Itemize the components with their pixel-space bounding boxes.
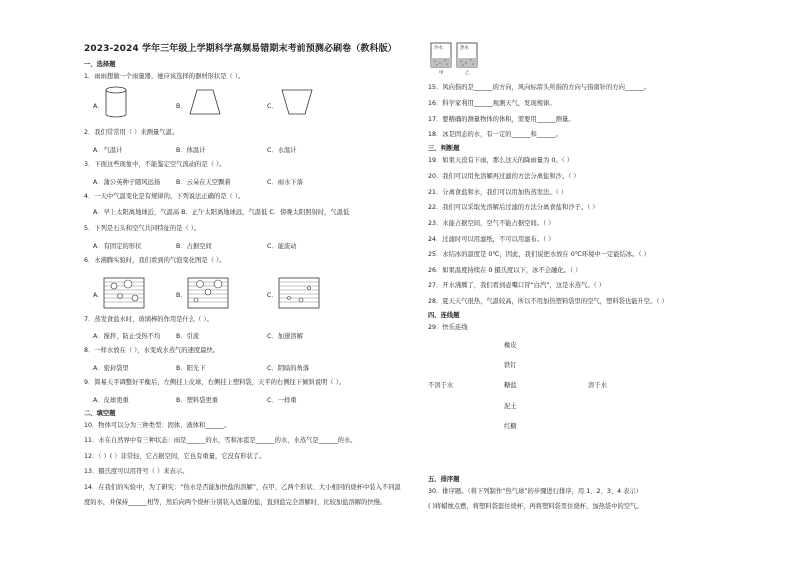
question-21: 21．分离食盐和水，我们可以用加热蒸发法。（ ） (428, 189, 568, 196)
q6-option-b: B． (176, 292, 187, 299)
q2-option-a: A．气温计 (93, 147, 123, 154)
beaker-bubbles-a-icon (102, 272, 146, 312)
question-14-line-1: 14．在我们的实验中，为了研究：“热水是否能加快盐的溶解”，在甲、乙两个形状、大小相同的烧杯中装入不同温 (84, 484, 401, 491)
section-choice: 一、选择题 (84, 61, 116, 68)
question-10: 10．物体可以分为三种类型：固体、液体和______。 (84, 422, 231, 429)
q9-option-c: C．一样重 (267, 397, 297, 404)
q4-options: A．早上太阳离地球近，气温高 B．正午太阳离地球远，气温低 C．傍晚太阳照射时，气温低 (93, 209, 350, 216)
q7-option-c: C．加速溶解 (267, 333, 303, 340)
question-15: 15．风向指的是______的方向，风向标箭头所指的方向与指南针的方向______。 (428, 84, 651, 91)
q8-option-a: A．密封袋里 (93, 365, 129, 372)
q5-option-a: A．有固定的形状 (93, 243, 142, 250)
q9-option-b: B．塑料袋更重 (176, 397, 219, 404)
q3-option-c: C．雨水下落 (267, 179, 303, 186)
question-22: 22．我们可以采取先溶解后过滤的方法分离食盐和沙子。（ ） (428, 204, 599, 211)
question-14-line-2: 度的水，并保持______相等，然后向两个烧杯分别装入适量的盐，直到盐完全溶解时，比较加盐溶解的快慢。 (84, 499, 387, 506)
page-title: 2023-2024 学年三年级上学期科学高频易错期末考前预测必刷卷（教科版） (84, 44, 397, 54)
q1-option-c: C． (267, 103, 278, 110)
q7-option-b: B．引流 (176, 333, 200, 340)
match-item-nail: 铁钉 (504, 362, 517, 369)
question-12: 12．（ ）( ）非常轻，它占据空间，它也有重量，它没有形状了。 (84, 453, 266, 460)
inverted-trapezoid-container-icon (280, 88, 314, 116)
q30-step: ( )将蜡烛点燃，将塑料袋套住烧杯，再将塑料袋里住烧杯，加热袋中的空气。 (428, 503, 643, 510)
match-item-soil: 泥土 (504, 403, 517, 410)
question-25: 25．水结冰的温度是 0℃，因此，我们说把水放在 0℃环境中一定能结冰。（ ） (428, 251, 650, 258)
question-3: 3．下面这些现象中，不能鉴定空气流动的是（ ）。 (84, 161, 226, 168)
q2-option-b: B．体温计 (176, 147, 206, 154)
question-11: 11．水在自然界中有三种状态：雨是______的水，雪和冰雹是______的水，水蒸气是______的水。 (84, 437, 357, 444)
question-9: 9．简易天平调整好平衡后，左侧挂上皮球，右侧挂上塑料袋，天平的右侧往下倾斜说明（ ）。 (84, 379, 346, 386)
question-4: 4．一天中气温变化是有规律的。下列说法正确的是（ ）。 (84, 193, 245, 200)
match-item-brown-sugar: 红糖 (504, 423, 517, 430)
q1-option-b: B． (176, 103, 187, 110)
beaker-bubbles-c-icon (277, 272, 321, 312)
q5-option-b: B．占据空间 (176, 243, 212, 250)
section-ordering: 五、排序题 (428, 476, 460, 483)
q3-option-a: A．蒲公英种子随风远扬 (93, 179, 161, 186)
question-16: 16．科学家利用______观测天气，发现规律。 (428, 100, 556, 107)
question-6: 6．水沸腾实验时，我们看到的气泡变化图是（ ）。 (84, 257, 226, 264)
question-17: 17．要精确的测量物体的体积，需要用______测量。 (428, 116, 575, 123)
q2-option-c: C．水温计 (267, 147, 297, 154)
q8-option-c: C．阴暗的角落 (267, 365, 310, 372)
q6-option-a: A． (93, 292, 104, 299)
question-8: 8．一样水放在（ ），水变成水蒸气的速度最快。 (84, 347, 220, 354)
beaker-sub-yi: 乙 (465, 71, 470, 76)
question-1: 1．雨雨想做一个雨量器，她应该选择的器材形状是（ ）。 (84, 73, 245, 80)
section-fill: 二、填空题 (84, 410, 116, 417)
q9-option-a: A．皮球更重 (93, 397, 129, 404)
section-judge: 三、判断题 (428, 145, 460, 152)
beaker-label-hot: 热水 (460, 46, 469, 51)
section-matching: 四、连线题 (428, 312, 460, 319)
match-item-salt: 糖盐 (504, 382, 517, 389)
q6-option-c: C． (267, 292, 278, 299)
question-26: 26．如果温度持续在 0 摄氏度以下，冰不会融化。（ ） (428, 267, 582, 274)
q5-option-c: C．能流动 (267, 243, 297, 250)
question-20: 20．我们可以用先溶解再过滤的方法分离盐和沙。（ ） (428, 173, 580, 180)
question-2: 2．我们常常用（ ）来测量气温。 (84, 129, 179, 136)
q3-option-b: B．云朵在天空飘着 (176, 179, 231, 186)
question-28: 28．夏天天气很热，气温较高，所以不用加热塑料袋里的空气，塑料袋也能升空。（ ） (428, 298, 668, 305)
question-13: 13．摄氏度可以用符号（ ）来表示。 (84, 468, 189, 475)
question-5: 5．下列是石头和空气共同特征的是（ ）。 (84, 225, 201, 232)
q7-option-a: A．搅拌，防止受热不均 (93, 333, 161, 340)
question-18: 18．冰是固态的水，有一定的______和______。 (428, 131, 562, 138)
question-7: 7．蒸发食盐水时，玻璃棒的作用是什么（ ）。 (84, 316, 213, 323)
question-27: 27．开水沸腾了，我们看到壶嘴口冒“白汽”，这是水蒸气。（ ） (428, 282, 606, 289)
match-item-eraser: 橡皮 (504, 342, 517, 349)
beaker-bubbles-b-icon (186, 272, 230, 312)
beaker-sub-jia: 甲 (439, 71, 444, 76)
match-target-soluble: 溶于水 (588, 382, 607, 389)
beaker-label-cold: 冷水 (434, 46, 443, 51)
trapezoid-container-icon (188, 88, 222, 116)
question-30: 30．排序题。（将下列制作“热气球”的步骤进行排序，用 1、2、3、4 表示） (428, 488, 643, 495)
question-23: 23．水能占据空间，空气不能占据空间。（ ） (428, 220, 555, 227)
question-29: 29．快乐连线 (428, 324, 468, 331)
q1-option-a: A． (93, 103, 104, 110)
match-target-insoluble: 不溶于水 (428, 382, 454, 389)
question-24: 24．过滤时可以用滤纸，不可以用滤布。（ ） (428, 236, 555, 243)
question-19: 19．如果天没有下雨，那么这天的降雨量为 0。（ ） (428, 157, 574, 164)
q8-option-b: B．阳光下 (176, 365, 206, 372)
cylinder-container-icon (104, 86, 128, 118)
